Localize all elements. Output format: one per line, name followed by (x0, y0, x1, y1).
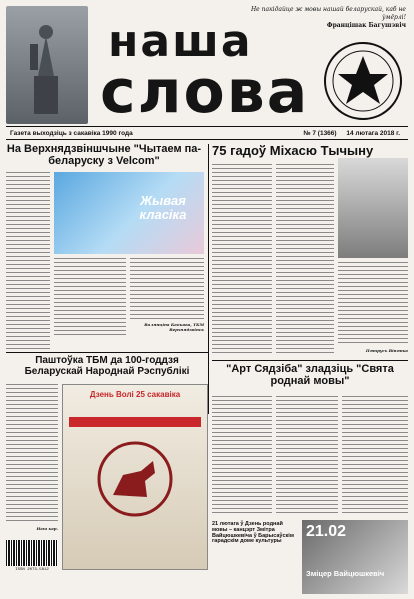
art-body-col3 (342, 396, 408, 516)
pahonia-horseman-icon (95, 439, 175, 519)
tychyna-body-col2 (276, 164, 334, 354)
issue-number: № 7 (1366) (303, 129, 337, 137)
tychyna-body-col3 (338, 262, 408, 346)
tbm-body-text (6, 384, 58, 524)
art-body-col2 (276, 396, 338, 516)
issue-date: 14 лютага 2018 г. (346, 129, 400, 137)
velcom-signature (130, 322, 204, 332)
event-poster (302, 520, 408, 594)
velcom-body-col2 (54, 258, 126, 338)
event-notice-text: 21 лютага ў Дзень роднай мовы – канцэрт Змітра Вайцюшкевіча ў Барысаўскім гарадскім доме культуры (212, 521, 294, 545)
tychyna-headline: 75 гадоў Міхасю Тычыну (212, 143, 374, 158)
tychyna-body-col1 (212, 164, 272, 354)
issue-number-date (295, 130, 408, 137)
velcom-body-col1 (6, 172, 50, 352)
epigraph-author: Францішак Багушэвіч (326, 21, 406, 29)
velcom-signature-place: Верхнядзвінск (169, 327, 204, 332)
statue-figure-icon (26, 16, 66, 114)
velcom-promo-text: Жывая класіка (139, 193, 187, 222)
event-artist-name: Зміцер Вайцюшкевіч (306, 569, 385, 578)
tbm-signature: Наш кар. (36, 526, 58, 531)
art-syadziba-headline: "Арт Сядзіба" зладзіць "Свята роднай мовы" (226, 363, 394, 387)
velcom-body-col3 (130, 258, 204, 320)
velcom-signature-name: Валянціна Бабкова, (144, 322, 192, 327)
issue-founded: Газета выходзіць з сакавіка 1990 года (10, 129, 133, 137)
tbm-poster-title: Дзень Волі 25 сакавіка (89, 390, 181, 399)
velcom-promo-photo (54, 172, 204, 254)
issn-text: ISSN 2073-5812 (15, 568, 49, 572)
issn-barcode (6, 540, 58, 566)
masthead-epigraph (226, 6, 406, 29)
velcom-signature-role: ТБМ (193, 322, 204, 327)
tbm-emblem-icon (322, 40, 404, 122)
tbm-top-rule (6, 352, 208, 353)
issue-info-bar (6, 126, 408, 140)
tychyna-signature: Пятрусь Вінянка (365, 348, 408, 353)
tychyna-portrait-photo (338, 158, 408, 258)
art-body-col1 (212, 396, 272, 516)
velcom-headline: На Верхнядзвіншчыне "Чытаем па-беларуску з Velcom" (6, 143, 202, 167)
epigraph-text: Не пакідайце ж мовы нашай беларускай, каб не ўмёрлі! (250, 6, 406, 21)
masthead-title-line1: наша (108, 16, 253, 67)
art-top-rule (212, 360, 408, 361)
column-divider (208, 144, 209, 414)
tbm-poster-image (62, 384, 208, 570)
tbm-poster-headline: Паштоўка ТБМ да 100-годдзя Беларускай Народнай Рэспублікі (24, 355, 190, 377)
masthead-title-line2: слова (100, 57, 310, 127)
event-date-big: 21.02 (306, 523, 347, 540)
poster-flag-stripe (69, 417, 201, 427)
